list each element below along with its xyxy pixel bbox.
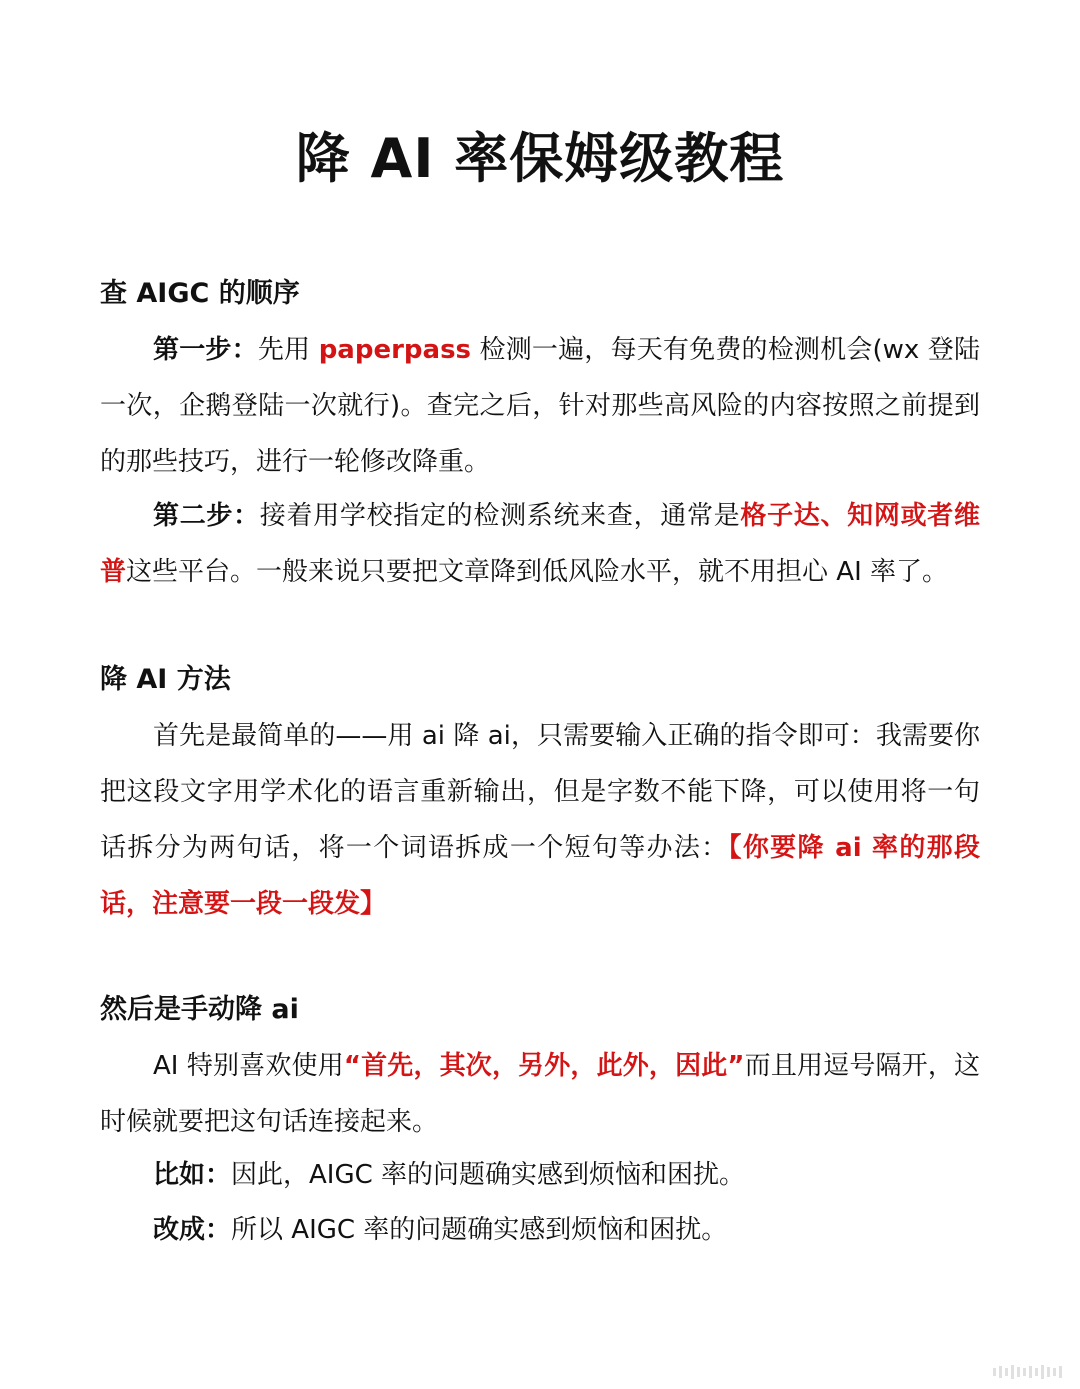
manual-paragraph: [100, 1038, 980, 1150]
step2-label: 第二步：: [153, 501, 260, 531]
method-text: 首先是最简单的——用 ai 降 ai，只需要输入正确的指令即可：我需要你把这段文字用学术化的语言重新输出，但是字数不能下降，可以使用将一句话拆分为两句话，将一个词语拆成一个短句等办法：: [100, 721, 980, 863]
example-label: 比如：: [153, 1160, 232, 1190]
example-text: 因此，AIGC 率的问题确实感到烦恼和困扰。: [231, 1160, 746, 1190]
step2-paragraph: [100, 488, 980, 600]
revised-label: 改成：: [153, 1215, 232, 1245]
step1-label: 第一步：: [153, 335, 258, 365]
step2-text-a: 接着用学校指定的检测系统来查，通常是: [259, 501, 741, 531]
manual-highlight: “首先，其次，另外，此外，因此”: [343, 1051, 745, 1081]
section-heading-aigc-order: 查 AIGC 的顺序: [100, 278, 300, 309]
example-paragraph: [100, 1147, 980, 1203]
revised-paragraph: [100, 1202, 980, 1258]
step1-text-b: 检测一遍，每天有免费的检测机会(wx 登陆一次，企鹅登陆一次就行)。查完之后，针对那些高风险的内容按照之前提到的那些技巧，进行一轮修改降重。: [100, 335, 980, 477]
method-highlight: 【你要降 ai 率的那段话，注意要一段一段发】: [100, 833, 980, 919]
section-heading-manual: 然后是手动降 ai: [100, 994, 299, 1025]
page-title: 降 AI 率保姆级教程: [295, 127, 785, 190]
step2-highlight: 格子达、知网或者维普: [100, 501, 980, 587]
step2-text-b: 这些平台。一般来说只要把文章降到低风险水平，就不用担心 AI 率了。: [126, 557, 948, 587]
step1-paragraph: [100, 322, 980, 490]
revised-text: 所以 AIGC 率的问题确实感到烦恼和困扰。: [231, 1215, 728, 1245]
manual-text-a: AI 特别喜欢使用: [153, 1051, 344, 1081]
step1-highlight: paperpass: [318, 335, 472, 365]
method-paragraph: [100, 708, 980, 932]
section-heading-methods: 降 AI 方法: [100, 664, 231, 695]
manual-text-b: 而且用逗号隔开，这时候就要把这句话连接起来。: [100, 1051, 980, 1137]
watermark-icon: [993, 1365, 1062, 1379]
step1-text-a: 先用: [257, 335, 319, 365]
